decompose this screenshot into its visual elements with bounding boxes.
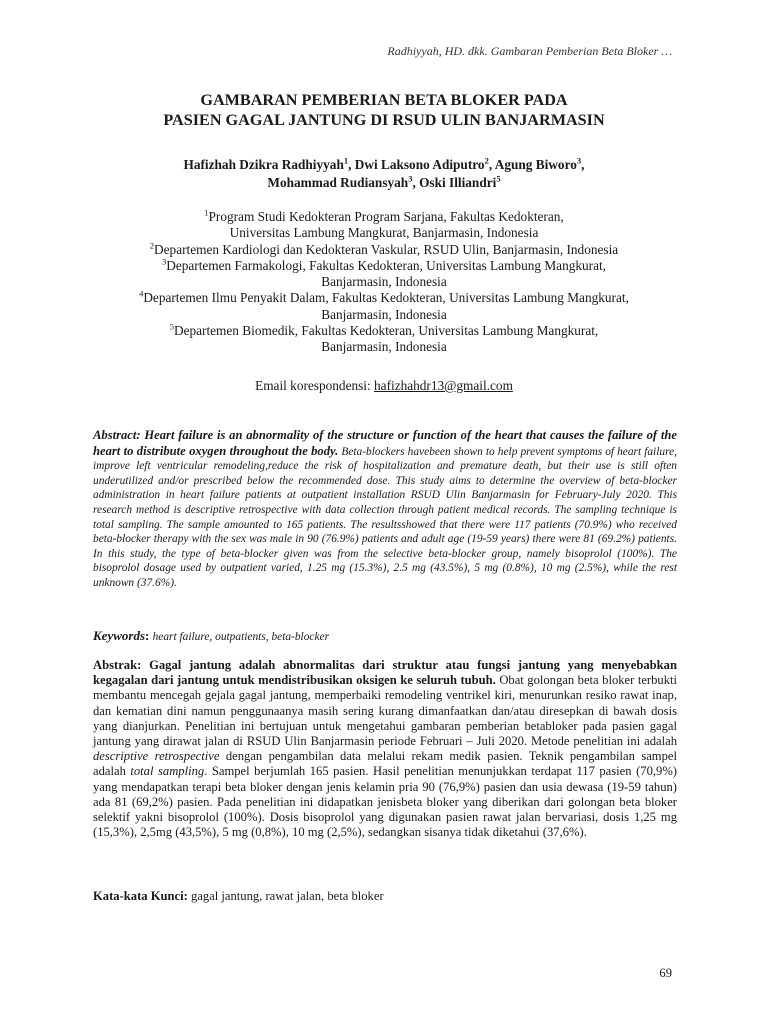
- affiliation-line: Banjarmasin, Indonesia: [321, 339, 447, 355]
- affiliation-line: [0, 290, 768, 306]
- affiliation-line: Banjarmasin, Indonesia: [321, 306, 447, 322]
- abstrak-lead: Abstrak: Gagal jantung adalah abnormalitas dari struktur atau fungsi jantung yang menyebabkan kegagalan dari jantung untuk mendistribusikan oksigen ke seluruh tubuh.: [93, 658, 677, 688]
- keywords: [93, 628, 677, 644]
- title-line-2: PASIEN GAGAL JANTUNG DI RSUD ULIN BANJARMASIN: [163, 111, 605, 129]
- email-link[interactable]: hafizhahdr13@gmail.com: [374, 378, 513, 393]
- abstrak-body-2: dengan pengambilan data melalui rekam medik pasien. Teknik pengambilan sampel adalah: [93, 749, 677, 779]
- affiliation-line: [0, 209, 768, 225]
- affiliation-text: Departemen Farmakologi, Fakultas Kedokteran, Universitas Lambung Mangkurat,: [166, 257, 607, 273]
- affiliation-sup: 5: [169, 321, 174, 332]
- affiliations: [0, 209, 768, 356]
- affiliation-line: [0, 242, 768, 258]
- affiliation-text: Departemen Biomedik, Fakultas Kedokteran, Universitas Lambung Mangkurat,: [173, 323, 599, 339]
- abstrak-indonesian: [93, 658, 677, 840]
- author-affil-sup: 3: [408, 173, 413, 184]
- affiliation-sup: 2: [149, 240, 155, 251]
- abstrak-italic-2: total sampling: [130, 764, 205, 779]
- author-separator: ,: [412, 175, 420, 190]
- kata-kunci-label: Kata-kata Kunci:: [93, 889, 188, 903]
- affiliation-sup: 1: [204, 207, 209, 218]
- affiliation-sup: 4: [139, 289, 144, 300]
- author-affil-sup: 3: [576, 155, 582, 166]
- affiliation-sup: 3: [161, 256, 167, 267]
- author-separator: ,: [581, 157, 585, 172]
- kata-kunci: [93, 889, 677, 904]
- author-name: Dwi Laksono Adiputro: [354, 157, 485, 172]
- affiliation-line: Universitas Lambung Mangkurat, Banjarmasin, Indonesia: [229, 225, 539, 241]
- author-list: [0, 156, 768, 192]
- abstract-english: [93, 428, 677, 591]
- author-name: Mohammad Rudiansyah: [267, 175, 409, 190]
- keywords-colon: :: [145, 628, 153, 643]
- affiliation-line: Banjarmasin, Indonesia: [321, 274, 447, 290]
- email-label: Email korespondensi:: [255, 378, 375, 393]
- abstrak-body-3: . Sampel berjumlah 165 pasien. Hasil penelitian menunjukkan terdapat 117 pasien (70,9%) yang mendapatkan terapi beta bloker dengan jenis kelamin pria 90 (76,9%) pasien dan usia dewasa (19-59 tahun) ada 81 (69,2%) pasien. Pada penelitian ini didapatkan jenisbeta bloker yang diberikan dari golongan beta bloker selektif yakni bisoprolol (100%). Dosis bisoprolol yang digunakan pasien rawat jalan bervariasi, dosis 1,25 mg (15,3%), 2,5mg (43,5%), 5 mg (0,8%), 10 mg (2,5%), sedangkan sisanya tidak diketahui (37,6%).: [93, 764, 677, 840]
- author-separator: ,: [488, 157, 495, 172]
- abstract-body: Beta-blockers havebeen shown to help prevent symptoms of heart failure, improve left ventricular remodeling,reduce the risk of hospitalization and premature death, but their use is still often underutilized and/or prescribed below the recommended dose. This study aims to determine the overview of beta-blocker administration in heart failure patients at outpatient installation RSUD Ulin Banjarmasin for February-July 2020. This research method is descriptive retrospective with data collection through patient medical records. The sampling technique is total sampling. The sample amounted to 165 patients. The resultsshowed that there were 117 patients (70.9%) who received beta-blocker therapy with the sex was male in 90 (76.9%) patients and adult age (19-59 years) there were 81 (69.2%) patients. In this study, the type of beta-blocker given was from the selective beta-blocker group, namely bisoprolol (100%). The bisoprolol dosage used by outpatient varied, 1.25 mg (15.3%), 2.5 mg (43.5%), 5 mg (0.8%), 10 mg (2.5%), while the rest unknown (37.6%).: [93, 445, 677, 589]
- running-header: Radhiyyah, HD. dkk. Gambaran Pemberian Beta Bloker …: [387, 44, 672, 58]
- corresponding-email: [0, 378, 768, 394]
- author-name: Agung Biworo: [494, 157, 577, 172]
- author-separator: ,: [348, 157, 355, 172]
- title-line-1: GAMBARAN PEMBERIAN BETA BLOKER PADA: [200, 91, 568, 109]
- affiliation-text: Departemen Kardiologi dan Kedokteran Vaskular, RSUD Ulin, Banjarmasin, Indonesia: [154, 241, 619, 257]
- affiliation-text: Departemen Ilmu Penyakit Dalam, Fakultas Kedokteran, Universitas Lambung Mangkurat,: [143, 290, 629, 306]
- author-name: Oski Illiandri: [419, 175, 497, 190]
- page-number: 69: [659, 966, 672, 980]
- kata-kunci-text: gagal jantung, rawat jalan, beta bloker: [187, 889, 384, 903]
- keywords-label: Keywords: [93, 628, 145, 643]
- abstract-lead: Abstract: Heart failure is an abnormality of the structure or function of the heart that causes the failure of the heart to distribute oxygen throughout the body.: [93, 428, 677, 458]
- author-affil-sup: 1: [343, 155, 349, 166]
- abstrak-italic-1: descriptive retrospective: [93, 749, 220, 764]
- author-affil-sup: 2: [484, 155, 489, 166]
- affiliation-line: [0, 258, 768, 274]
- abstrak-body-1: Obat golongan beta bloker terbukti membantu mencegah gejala gagal jantung, memperbaiki remodeling ventrikel kiri, menurunkan resiko rawat inap, dan kematian dini namun penggunaanya masih sering kurang dimanfaatkan dan/atau diresepkan di bawah dosis yang dianjurkan. Penelitian ini bertujuan untuk mengetahui gambaran pemberian betabloker pada pasien gagal jantung yang dirawat jalan di RSUD Ulin Banjarmasin periode Februari – Juli 2020. Metode penelitian ini adalah: [93, 673, 677, 749]
- paper-title: [0, 90, 768, 130]
- affiliation-text: Program Studi Kedokteran Program Sarjana, Fakultas Kedokteran,: [208, 209, 564, 224]
- keywords-text: heart failure, outpatients, beta-blocker: [152, 631, 330, 643]
- author-affil-sup: 5: [496, 173, 501, 184]
- author-name: Hafizhah Dzikra Radhiyyah: [183, 157, 344, 172]
- affiliation-line: [0, 323, 768, 339]
